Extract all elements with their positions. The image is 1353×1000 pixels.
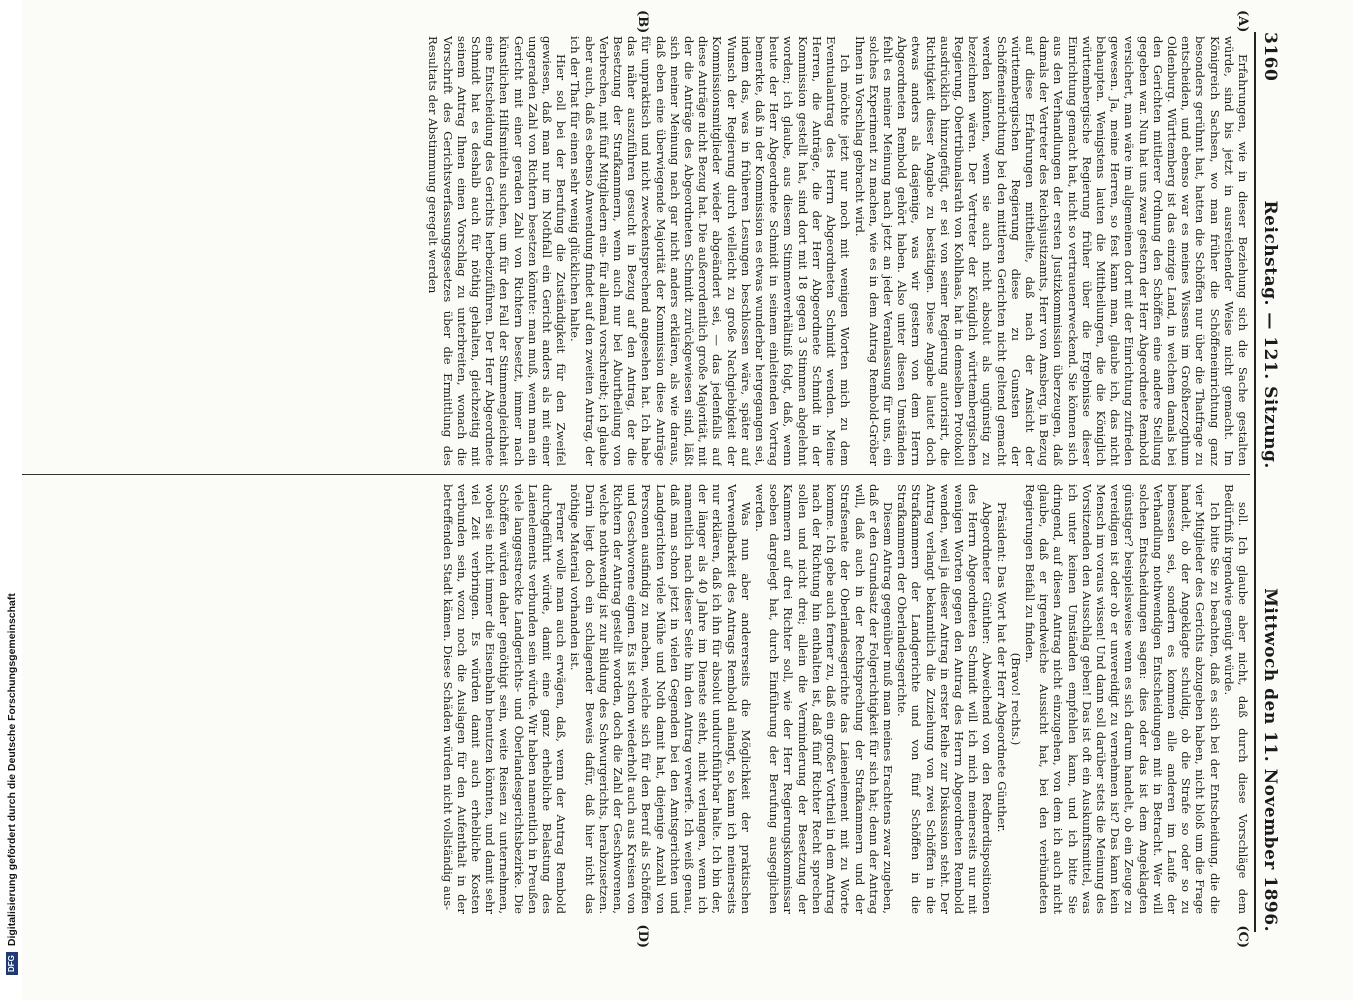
- page-number: 3160: [1260, 32, 1280, 82]
- page-date: Mittwoch den 11. November 1896.: [1260, 588, 1280, 932]
- paragraph: Diesem Antrag gegenüber muß man meines Erachtens zwar zugeben, daß er den Grundsatz der Folgerichtigkeit für sich hat; denn der Antrag will, daß auch in der Rechtsprechung der Strafkammern und der Strafsenate der Oberlandesgerichte das Laienelement mit zu Worte komme. Ich gebe auch ferner zu, daß ein großer Vortheil in dem Antrag nach der Richtung hin enthalten ist, daß fünf Richter Recht sprechen sollen und nicht drei; allein die Verminderung der Besetzung der Kammern auf drei Richter soll, wie der Herr Regierungskommissar soeben dargelegt hat, durch Einführung der Berufung ausgeglichen werden.: [753, 484, 895, 914]
- left-column: [20, 36, 1250, 466]
- rotated-page-content: [0, 8, 1290, 948]
- speaker-paragraph: Abgeordneter Günther: Abweichend von den Rednerdispositionen des Herrn Abgeordneten Schmidt will ich mich meinerseits nur mit wenigen Worten gegen den Antrag des Herrn Abgeordneten Rembold wenden, weil ja dieser Antrag in erster Reihe zur Diskussion steht. Der Antrag verlangt bekanntlich die Zuziehung von zwei Schöffen in die Strafkammern der Landgerichte und von fünf Schöffen in die Strafkammern der Oberlandesgerichte.: [895, 484, 995, 914]
- margin-marker-a: (A): [1235, 10, 1250, 33]
- paragraph: soll. Ich glaube aber nicht, daß durch diese Vorschläge dem Bedürfniß irgendwie genügt würde.: [1221, 484, 1250, 914]
- paragraph: Erfahrungen, wie in dieser Beziehung sich die Sache gestalten würde, sind bis jetzt in ausreichender Weise nicht gemacht. Im Königreich Sachsen, wo man früher die Schöffeneinrichtung ganz besonders gerühmt hat, hatten die Schöffen nur über die Thatfrage zu entscheiden, und ebenso war es meines Wissens im Großherzogthum Oldenburg. Württemberg ist das einzige Land, in welchem damals bei den Gerichten mittlerer Ordnung den Schöffen eine andere Stellung gegeben war. Nun hat uns zwar gestern der Herr Abgeordnete Rembold versichert, man wäre im allgemeinen dort mit der Einrichtung zufrieden gewesen. Ja, meine Herren, so fest kann man, glaube ich, das nicht behaupten. Wenigstens lauten die Mittheilungen, die die Königlich württembergische Regierung früher über die Ergebnisse dieser Einrichtung gemacht hat, nicht so vertrauenerweckend. Sie können sich aus den Verhandlungen der ersten Justizkommission überzeugen, daß damals der Vertreter des Reichsjustizamts, Herr von Amsberg, in Bezug auf diese Erfahrungen mittheilte, daß nach der Ansicht der württembergischen Regierung diese zu Gunsten der Schöffeneinrichtung bei den mittleren Gerichten nicht geltend gemacht werden könnten, wenn sie auch nicht absolut als ungünstig zu bezeichnen wären. Der Vertreter der Königlich württembergischen Regierung, Obertribunalsrath von Kohlhaas, hat in demselben Protokoll ausdrücklich hinzugefügt, er sei von seiner Regierung autorisirt, die Richtigkeit dieser Angabe zu bestätigen. Diese Angabe lautet doch etwas anders als dasjenige, was wir gestern von dem Herrn Abgeordneten Rembold gehört haben. Also unter diesen Umständen fehlt es meiner Meinung nach jetzt an jeder Veranlassung für uns, ein solches Experiment zu machen, wie es in dem Antrag Rembold-Gröber Ihnen in Vorschlag gebracht wird.: [852, 36, 1250, 466]
- margin-marker-c: (C): [1235, 925, 1250, 948]
- paragraph: Hier soll bei der Berufung die Zuständigkeit für den Zweifel gewiesen, daß man nur im Nothfall ein Gericht anders als mit einer ungeraden Zahl von Richtern besetzen könnte: man muß, wenn man ein Gericht mit einer geraden Zahl von Richtern besetzt, immer nach künstlichen Hilfsmitteln suchen, um für den Fall der Stimmengleichheit eine Entscheidung des Gerichts herbeizuführen. Der Herr Abgeordnete Schmidt hat es deshalb auch für nöthig gehalten, gleichzeitig mit seinem Antrag Ihnen einen Vorschlag zu unterbreiten, wonach die Vorschrift des Gerichtsverfassungsgesetzes über die Ermittlung des Resultats der Abstimmung geregelt werden: [426, 36, 569, 466]
- digitization-sidebar: [0, 0, 22, 1000]
- margin-marker-d: (D): [635, 924, 650, 948]
- paragraph: Was nun aber andererseits die Möglichkeit der praktischen Verwendbarkeit des Antrags Rembold anlangt, so kann ich meinerseits nur erklären, daß ich ihn für absolut undurchführbar halte. Ich bin der, der länger als 40 Jahre im Dienste steht, nicht verlangen, wenn ich namentlich nach dieser Seite hin den Antrag verwerfe. Ich weiß genau, daß man schon jetzt in vielen Gegenden bei den Amtsgerichten und Landgerichten viele Mühe und Noth damit hat, diejenige Anzahl von Personen ausfindig zu machen, welche sich für den Beruf als Schöffen und Geschworene eignen. Es ist schon wiederholt auch aus Kreisen von Richtern der Antrag gestellt worden, doch die Zahl der Geschworenen, welche nothwendig ist zur Bildung des Schwurgerichts, herabzusetzen. Darin liegt doch ein schlagender Beweis dafür, daß hier nicht das nöthige Material vorhanden ist.: [568, 484, 753, 914]
- credit-text: Digitalisierung gefördert durch die Deutsche Forschungsgemeinschaft: [6, 593, 18, 947]
- page-title: Reichstag. — 121. Sitzung.: [1260, 200, 1280, 469]
- paragraph: Ich bitte Sie zu beachten, daß es sich bei der Entscheidung, die die vier Mitglieder des Gerichts abzugeben haben, nicht bloß um die Frage handelt, ob der Angeklagte schuldig, ob die Strafe so oder so zu bemessen sei, sondern es kommen alle anderen im Laufe der Verhandlung nothwendigen Entscheidungen mit in Betracht. Wer will solchen Entscheidungen sagen: dies oder das ist dem Angeklagten günstiger? beispielsweise wenn es sich darum handelt, ob ein Zeuge zu vereidigen ist oder ob er unvereidigt zu vernehmen ist? Das kann kein Mensch im voraus wissen! Und dann soll darüber stets die Meinung des Vorsitzenden den Ausschlag geben! Das ist oft ein Auskunftsmittel, was ich unter keinen Umständen empfehlen kann, und ich bitte Sie dringend, auf diesen Antrag nicht einzugehen, von dem ich auch nicht glaube, daß er irgendwelche Aussicht hat, bei den verbündeten Regierungen Beifall zu finden.: [1022, 484, 1222, 914]
- page-header: [1258, 32, 1282, 932]
- column-divider: [20, 474, 1250, 475]
- paragraph: Ferner wolle man auch erwägen, daß, wenn der Antrag Rembold durchgeführt würde, damit eine ganz erhebliche Belastung des Laienelements verbunden sein würde. Wir haben namentlich in Preußen viele langgestreckte Landgerichts- und Oberlandesgerichtsbezirke. Die Schöffen würden daher genöthigt sein, weite Reisen zu unternehmen, wobei sie nicht immer die Eisenbahn benutzen könnten, und damit sehr viel Zeit verbringen. Es würden damit auch erhebliche Kosten verbunden sein, wozu noch die Auslagen für den Aufenthalt in der betreffenden Stadt kämen. Diese Schäden würden nicht vollständig aus-: [440, 484, 569, 914]
- margin-marker-b: (B): [635, 10, 650, 34]
- header-rule: [1254, 32, 1256, 932]
- dfg-logo-icon: DFG: [6, 952, 18, 975]
- digitization-credit: [2, 0, 22, 975]
- speaker-paragraph: Präsident: Das Wort hat der Herr Abgeordnete Günther.: [994, 502, 1009, 833]
- interjection: (Bravo! rechts.): [1008, 652, 1023, 746]
- paragraph: Ich möchte jetzt nur noch mit wenigen Worten mich zu dem Eventualantrag des Herrn Abgeordneten Schmidt wenden. Meine Herren, die Anträge, die der Herr Abgeordnete Schmidt in der Kommission gestellt hat, sind dort mit 18 gegen 3 Stimmen abgelehnt worden; ich glaube, aus diesem Stimmenverhältniß folgt, daß, wenn heute der Herr Abgeordnete Schmidt in seinem einleitenden Vortrag bemerkte, daß in der Kommission es etwas wunderbar hergegangen sei, indem das, was in früheren Lesungen beschlossen wäre, später auf Wunsch der Regierung durch vielleicht zu große Nachgiebigkeit der Kommissionsmitglieder wieder abgeändert sei, — das jedenfalls auf diese Anträge nicht Bezug hat. Die außerordentlich große Majorität, mit der die Anträge des Abgeordneten Schmidt zurückgewiesen sind, läßt sich meiner Meinung nach gar nicht anders erklären, als wie daraus, daß eben eine überwiegende Majorität der Kommission diese Anträge für unpraktisch und nicht zweckentsprechend angesehen hat. Ich habe das näher auszuführen gesucht in Bezug auf den Antrag, der die Besetzung der Strafkammern, wenn auch nur bei Aburtheilung von Verbrechen, mit fünf Mitgliedern ein- für allemal vorschreibt; ich glaube aber auch, daß es ebenso Anwendung findet auf den zweiten Antrag, der ich der That für einen sehr wenig glücklichen halte.: [568, 36, 853, 466]
- right-column: [20, 484, 1250, 914]
